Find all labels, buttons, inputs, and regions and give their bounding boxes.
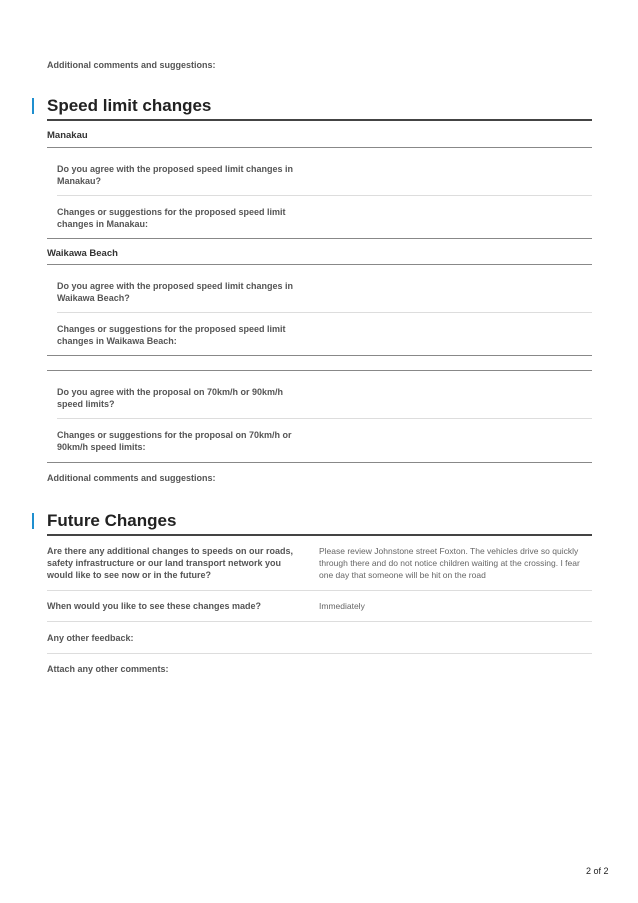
- page-number: 2 of 2: [586, 866, 609, 876]
- section-divider: [47, 119, 592, 121]
- row-divider: [57, 195, 592, 196]
- subsection-divider: [47, 370, 592, 371]
- subsection-heading-waikawa-beach: Waikawa Beach: [47, 248, 118, 259]
- future-question-attach-comments: Attach any other comments:: [47, 664, 169, 674]
- section-accent-bar: [32, 513, 34, 529]
- future-answer-when: Immediately: [319, 601, 365, 611]
- row-divider: [57, 418, 592, 419]
- subsection-divider: [47, 462, 592, 463]
- section-title-future-changes: Future Changes: [47, 511, 177, 530]
- additional-comments-label: Additional comments and suggestions:: [47, 473, 216, 483]
- row-divider: [57, 312, 592, 313]
- additional-comments-label: Additional comments and suggestions:: [47, 60, 216, 70]
- subsection-divider: [47, 238, 592, 239]
- question-manakau-agree: Do you agree with the proposed speed limit changes in Manakau?: [57, 164, 294, 186]
- question-waikawa-suggestions: Changes or suggestions for the proposed speed limit changes in Waikawa Beach:: [57, 324, 286, 346]
- section-accent-bar: [32, 98, 34, 114]
- question-speed-agree: Do you agree with the proposal on 70km/h or 90km/h speed limits?: [57, 387, 284, 409]
- subsection-divider: [47, 147, 592, 148]
- row-divider: [47, 621, 592, 622]
- question-waikawa-agree: Do you agree with the proposed speed limit changes in Waikawa Beach?: [57, 281, 294, 303]
- row-divider: [47, 653, 592, 654]
- subsection-divider: [47, 355, 592, 356]
- section-divider: [47, 534, 592, 536]
- future-question-when: When would you like to see these changes made?: [47, 601, 262, 611]
- question-speed-suggestions: Changes or suggestions for the proposal on 70km/h or 90km/h speed limits:: [57, 430, 292, 452]
- subsection-divider: [47, 264, 592, 265]
- section-title-speed-limit: Speed limit changes: [47, 96, 212, 115]
- future-question-other-feedback: Any other feedback:: [47, 633, 134, 643]
- subsection-heading-manakau: Manakau: [47, 130, 88, 141]
- future-question-additional-changes: Are there any additional changes to speeds on our roads, safety infrastructure or our land transport network you would like to see now or in the future?: [47, 546, 294, 580]
- question-manakau-suggestions: Changes or suggestions for the proposed speed limit changes in Manakau:: [57, 207, 286, 229]
- row-divider: [47, 590, 592, 591]
- future-answer-additional-changes: Please review Johnstone street Foxton. The vehicles drive so quickly through there and do not notice children waiting at the crossing. I fear one day that someone will be hit on the road: [319, 546, 580, 580]
